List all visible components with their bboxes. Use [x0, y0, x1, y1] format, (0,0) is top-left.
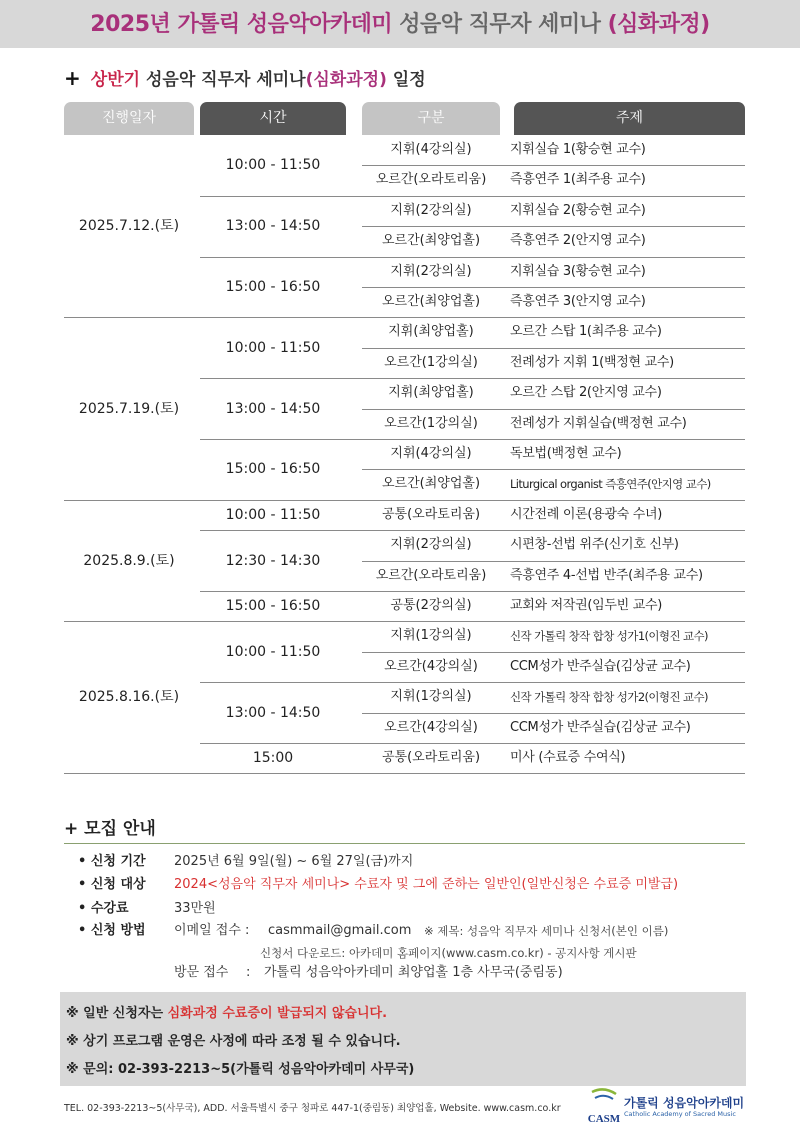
schedule-category: 오르간(최양업홀) — [381, 294, 481, 309]
schedule-topic: 오르간 스탑 1(최주용 교수) — [510, 324, 662, 340]
schedule-category: 지휘(4강의실) — [390, 446, 472, 461]
schedule-category: 오르간(오라토리움) — [375, 567, 487, 583]
schedule-time: 10:00 - 11:50 — [225, 507, 321, 523]
schedule-category: 오르간(최양업홀) — [381, 233, 481, 249]
casm-logo-icon — [586, 1088, 622, 1128]
fee-label: • 수강료 — [78, 901, 129, 916]
notice-line-1 — [66, 1002, 387, 1021]
plus-icon: + — [64, 66, 81, 90]
schedule-time: 13:00 - 14:50 — [225, 218, 321, 235]
column-header-category: 구분 — [362, 102, 500, 135]
logo-mark-text: CASM — [587, 1113, 621, 1125]
day-divider — [64, 773, 745, 774]
notice-box — [60, 992, 746, 1086]
schedule-time: 13:00 - 14:50 — [225, 400, 321, 417]
visit-label: 방문 접수 — [174, 965, 229, 980]
logo-name: 가톨릭 성음악아카데미 — [624, 1096, 745, 1110]
schedule-heading-course: (심화과정) — [305, 70, 387, 90]
schedule-heading-half: 상반기 — [90, 70, 141, 90]
academy-logo — [586, 1088, 746, 1128]
schedule-category: 오르간(4강의실) — [384, 658, 478, 674]
schedule-date: 2025.7.12.(토) — [78, 218, 180, 235]
schedule-topic: 교회와 저작권(임두빈 교수) — [510, 598, 663, 613]
notice-line-3: ※ 문의: 02-393-2213~5(가톨릭 성음악아카데미 사무국) — [66, 1062, 415, 1077]
notice-line-1-warning: 심화과정 수료증이 발급되지 않습니다. — [167, 1006, 388, 1021]
schedule-date: 2025.8.9.(토) — [83, 552, 175, 569]
title-academy: 2025년 가톨릭 성음악아카데미 — [90, 12, 393, 37]
period-label: • 신청 기간 — [78, 854, 146, 869]
schedule-category: 공통(오라토리움) — [381, 506, 481, 522]
schedule-topic: 즉흥연주 3(안지영 교수) — [510, 294, 646, 309]
notice-line-2: ※ 상기 프로그램 운영은 사정에 따라 조정 될 수 있습니다. — [66, 1034, 401, 1049]
schedule-topic: 즉흥연주 2(안지영 교수) — [510, 233, 646, 249]
schedule-time: 12:30 - 14:30 — [225, 552, 321, 569]
schedule-category: 공통(2강의실) — [390, 598, 472, 613]
schedule-heading-suffix: 일정 — [392, 70, 426, 90]
title-course: (심화과정) — [607, 12, 710, 37]
schedule-category: 지휘(최양업홀) — [388, 385, 474, 401]
schedule-time: 15:00 - 16:50 — [225, 461, 321, 478]
column-header-time: 시간 — [200, 102, 346, 135]
schedule-category: 오르간(1강의실) — [384, 354, 478, 370]
schedule-category: 지휘(최양업홀) — [388, 324, 474, 340]
schedule-topic: 즉흥연주 4-선법 반주(최주용 교수) — [510, 567, 703, 583]
recruit-heading: + 모집 안내 — [64, 819, 156, 839]
schedule-topic: 오르간 스탑 2(안지영 교수) — [510, 385, 662, 401]
page-title — [0, 0, 800, 50]
schedule-date: 2025.7.19.(토) — [78, 400, 180, 417]
schedule-topic: 신작 가톨릭 창작 합창 성가1(이형진 교수) — [510, 629, 708, 644]
schedule-category: 오르간(1강의실) — [384, 415, 478, 431]
schedule-topic: Liturgical organist 즉흥연주(안지영 교수) — [510, 477, 711, 492]
target-value: 2024<성음악 직무자 세미나> 수료자 및 그에 준하는 일반인(일반신청은 수료증 미발급) — [174, 877, 679, 892]
schedule-topic: 지휘실습 2(황승현 교수) — [510, 202, 646, 218]
schedule-topic: CCM성가 반주실습(김상균 교수) — [510, 658, 691, 674]
schedule-topic: 독보법(백정현 교수) — [510, 446, 622, 461]
schedule-topic: 시간전례 이론(용광숙 수녀) — [510, 506, 663, 522]
footer-contact: TEL. 02-393-2213~5(사무국), ADD. 서울특별시 중구 청파로 447-1(중림동) 최양업홀, Website. www.casm.co.kr — [64, 1103, 561, 1114]
schedule-time: 15:00 — [252, 750, 294, 767]
schedule-time: 15:00 - 16:50 — [225, 279, 321, 295]
schedule-topic: 신작 가톨릭 창작 합창 성가2(이형진 교수) — [510, 690, 708, 705]
fee-value: 33만원 — [174, 901, 216, 916]
email-link[interactable]: casmmail@gmail.com — [268, 923, 412, 938]
schedule-topic: 전례성가 지휘실습(백정현 교수) — [510, 415, 687, 431]
schedule-topic: 지휘실습 3(황승현 교수) — [510, 263, 646, 279]
schedule-heading-seminar: 성음악 직무자 세미나 — [145, 70, 306, 90]
schedule-category: 지휘(2강의실) — [390, 537, 472, 553]
email-label: 이메일 접수 : — [174, 923, 250, 938]
schedule-time: 15:00 - 16:50 — [225, 598, 321, 615]
schedule-topic: 미사 (수료증 수여식) — [510, 750, 626, 765]
schedule-category: 지휘(2강의실) — [390, 202, 472, 218]
schedule-category: 오르간(오라토리움) — [375, 172, 487, 188]
schedule-time: 10:00 - 11:50 — [225, 157, 321, 174]
schedule-category: 오르간(4강의실) — [384, 719, 478, 735]
column-header-topic: 주제 — [514, 102, 745, 135]
title-seminar: 성음악 직무자 세미나 — [399, 12, 601, 37]
schedule-topic: 전례성가 지휘 1(백정현 교수) — [510, 354, 674, 370]
schedule-category: 지휘(4강의실) — [390, 142, 472, 157]
schedule-category: 지휘(1강의실) — [390, 628, 472, 644]
notice-line-1-pre: ※ 일반 신청자는 — [66, 1006, 164, 1021]
schedule-heading — [64, 64, 426, 92]
logo-subtitle: Catholic Academy of Sacred Music — [624, 1110, 736, 1118]
schedule-topic: 시편창-선법 위주(신기호 신부) — [510, 537, 679, 553]
target-label: • 신청 대상 — [78, 877, 146, 892]
schedule-time: 10:00 - 11:50 — [225, 339, 321, 356]
schedule-category: 오르간(최양업홀) — [381, 476, 481, 492]
schedule-category: 지휘(2강의실) — [390, 263, 472, 279]
schedule-date: 2025.8.16.(토) — [78, 689, 180, 706]
schedule-topic: CCM성가 반주실습(김상균 교수) — [510, 719, 691, 735]
schedule-category: 지휘(1강의실) — [390, 689, 472, 705]
schedule-category: 공통(오라토리움) — [381, 750, 481, 765]
method-label: • 신청 방법 — [78, 923, 146, 938]
schedule-time: 13:00 - 14:50 — [225, 704, 321, 721]
period-value: 2025년 6월 9일(월) ~ 6월 27일(금)까지 — [174, 854, 414, 869]
email-note: ※ 제목: 성음악 직무자 세미나 신청서(본인 이름) — [424, 924, 669, 938]
schedule-time: 10:00 - 11:50 — [225, 643, 321, 660]
visit-separator: : — [246, 965, 251, 980]
schedule-topic: 즉흥연주 1(최주용 교수) — [510, 172, 646, 188]
visit-value: 가톨릭 성음악아카데미 최양업홀 1층 사무국(중림동) — [264, 965, 563, 980]
download-info[interactable]: 신청서 다운로드: 아카데미 홈페이지(www.casm.co.kr) - 공지사항 게시판 — [260, 946, 637, 960]
schedule-topic: 지휘실습 1(황승현 교수) — [510, 142, 646, 157]
recruit-divider — [64, 843, 745, 844]
title-bar — [0, 0, 800, 48]
column-header-date: 진행일자 — [64, 102, 194, 135]
